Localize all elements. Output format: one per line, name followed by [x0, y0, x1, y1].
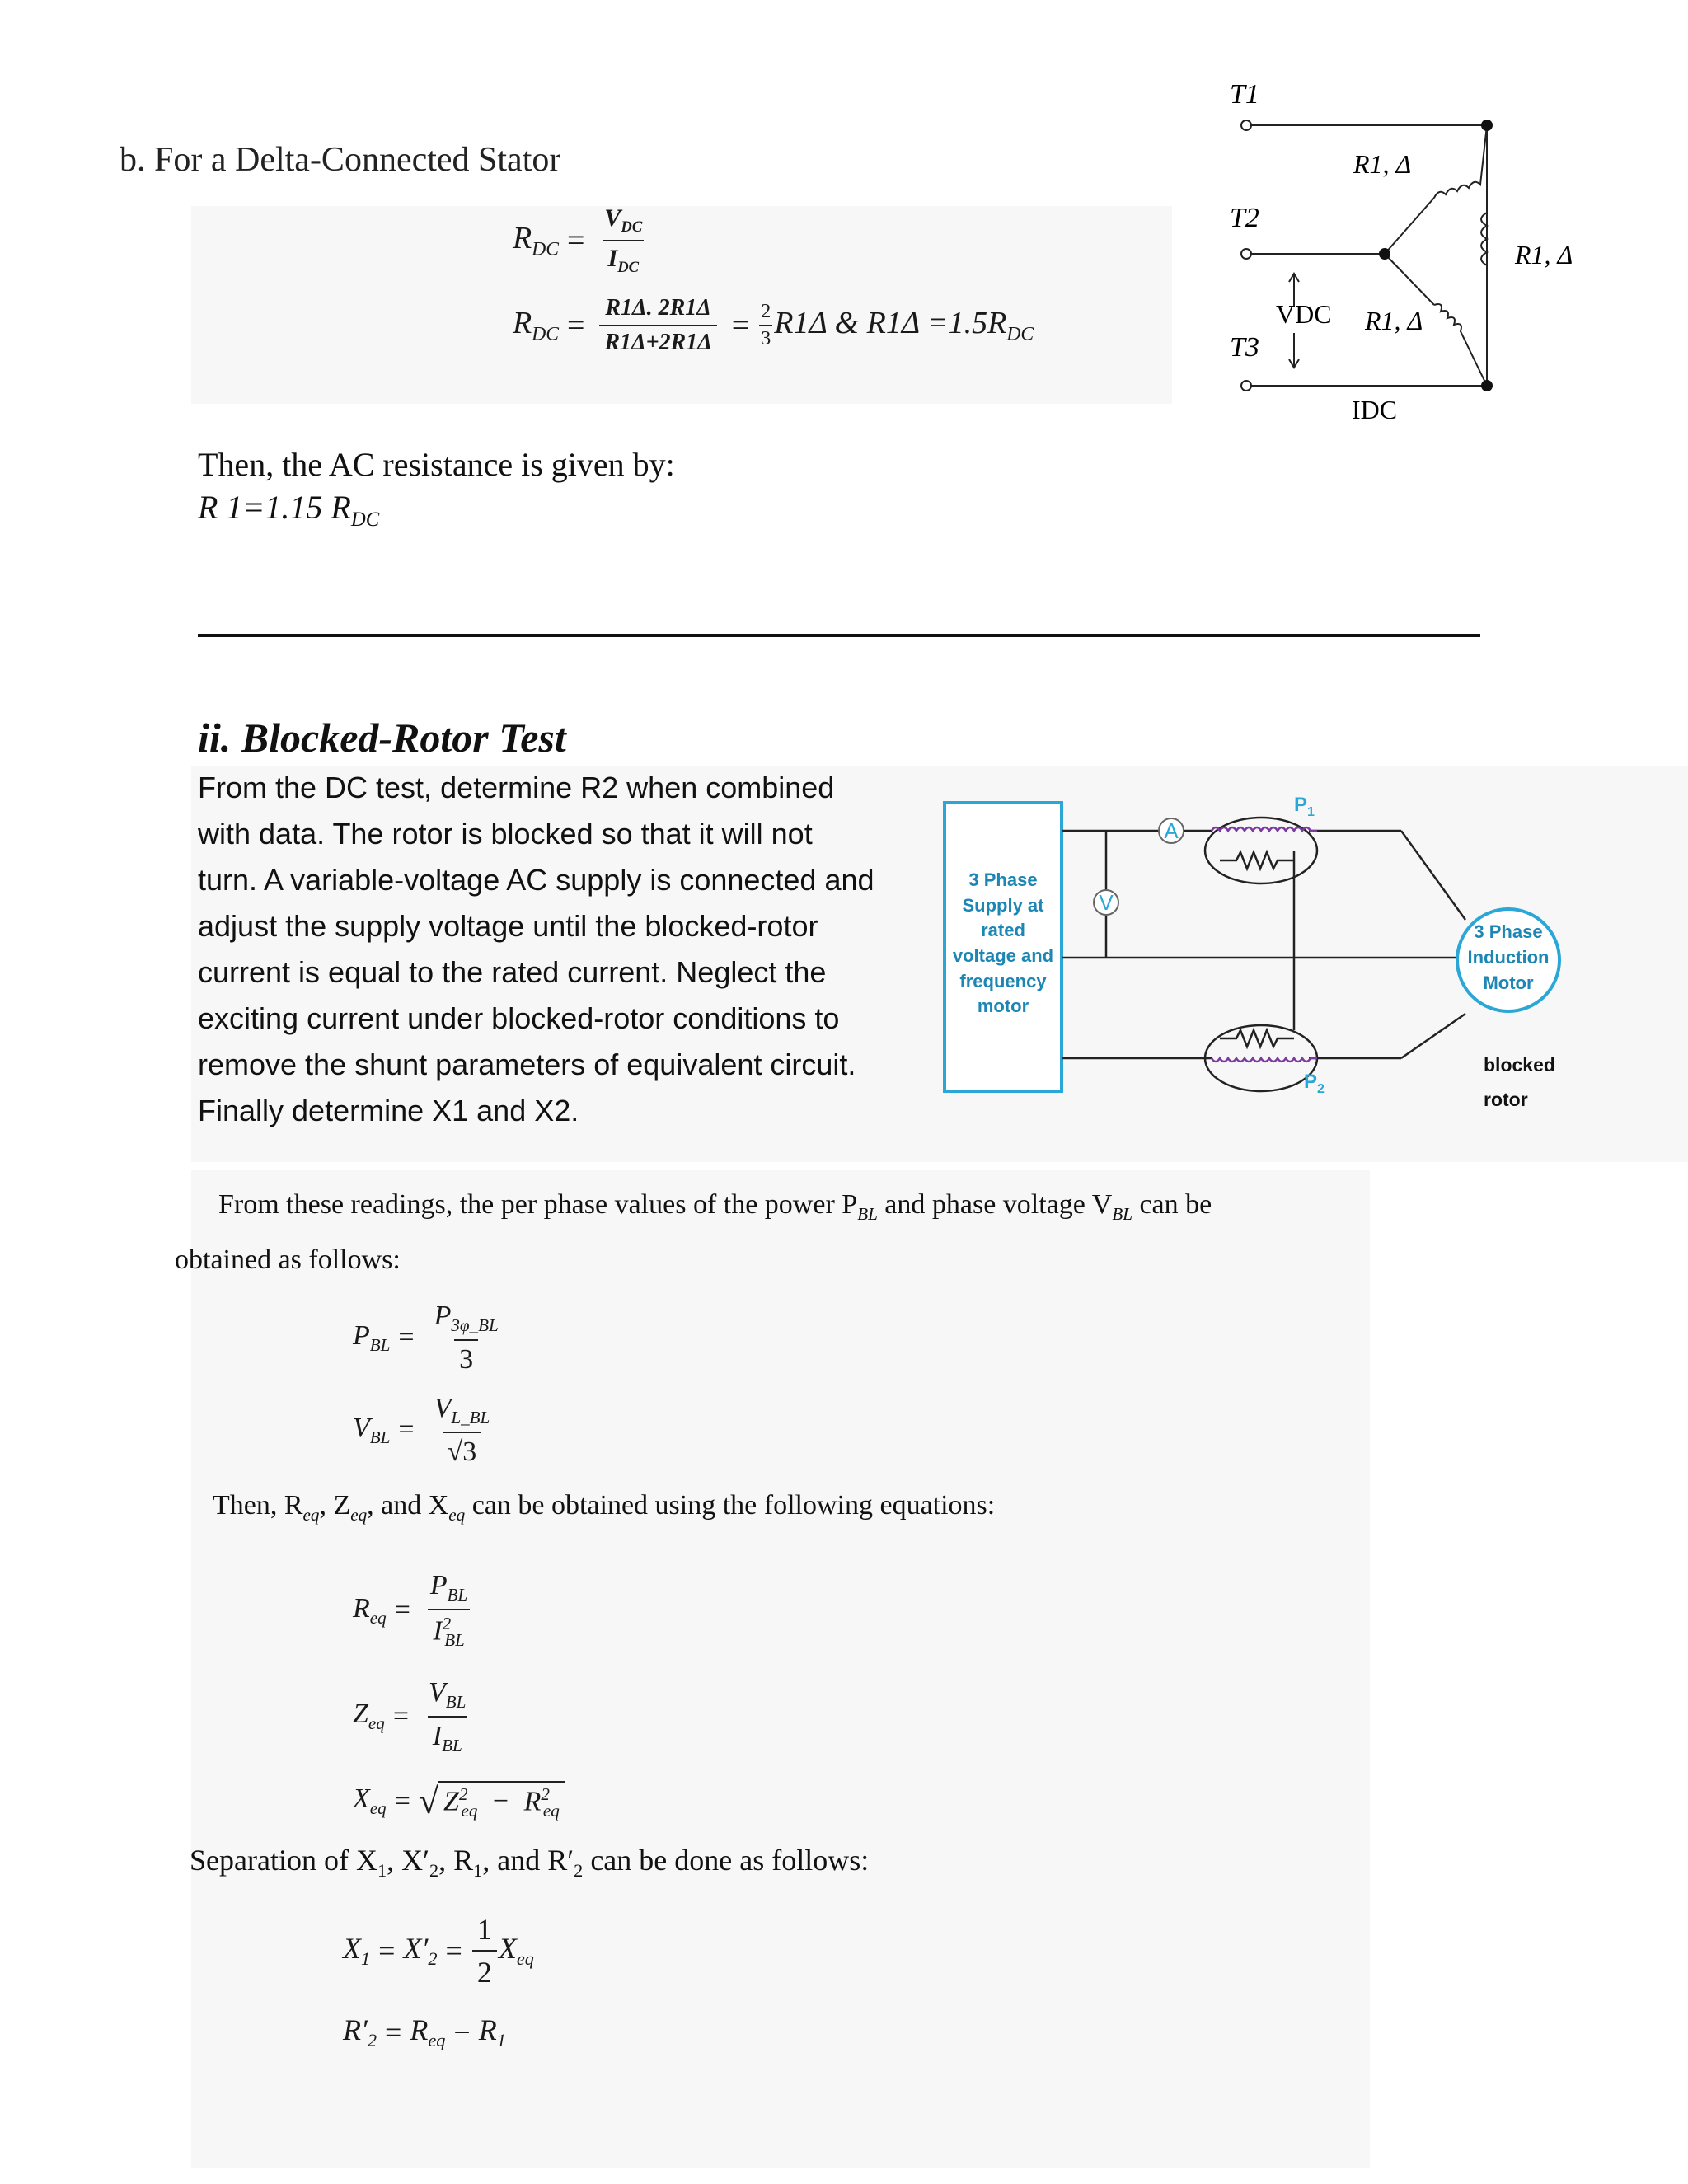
svg-text:Supply at: Supply at	[962, 895, 1044, 916]
ac-resistance-equation: R 1=1.15 $R_{DC}$	[198, 489, 380, 531]
section-divider	[198, 634, 1480, 637]
svg-text:V: V	[1099, 890, 1114, 915]
label-r-top: R1, Δ	[1353, 149, 1412, 179]
label-t1: T1	[1230, 79, 1259, 110]
svg-text:Motor: Motor	[1483, 972, 1534, 993]
delta-node-top	[1481, 120, 1493, 131]
svg-text:3 Phase: 3 Phase	[1474, 921, 1543, 942]
svg-text:rated: rated	[981, 920, 1025, 940]
rdc-equation-2: $R_{DC}$ = $\frac{R1\Delta. 2R1\Delta}{R1\Delta+2R1\Delta}$ = $\frac{2}{3}$ R1Δ & $R1\Delta =1.5R_{DC}$	[513, 295, 1034, 355]
label-t2: T2	[1230, 203, 1259, 233]
readings-line-1: From these readings, the per phase values of the power $P_{BL}$ and phase voltage $V_{BL}$ can be	[218, 1189, 1212, 1224]
svg-text:Induction: Induction	[1467, 947, 1550, 968]
then-equations-text: Then, $R_{eq}$, $Z_{eq}$, and $X_{eq}$ can be obtained using the following equations:	[213, 1490, 996, 1525]
zeq-equation: $Z_{eq}$ = $\frac{V_{BL}}{I_{BL}}$	[353, 1677, 467, 1755]
delta-node-center	[1379, 248, 1390, 260]
delta-stator-diagram	[1187, 66, 1599, 437]
req-equation: $R_{eq}$ = $\frac{P_{BL}}{I^2_{BL}}$	[353, 1570, 479, 1651]
svg-text:3 Phase: 3 Phase	[968, 869, 1038, 890]
label-r-right: R1, Δ	[1515, 240, 1573, 269]
pbl-equation: $P_{BL}$ = $\frac{P_{3\varphi\_BL}}{3}$	[353, 1301, 499, 1375]
p2-label: $P_2$	[1304, 1071, 1325, 1096]
blocked-rotor-paragraph: From the DC test, determine R2 when combined with data. The rotor is blocked so that it will not turn. A variable-voltage AC supply is connected and adjust the supply voltage until the blocked-rotor current is equal to the rated current. Neglect the exciting current under blocked-rotor conditions to remove the shunt parameters of equivalent circuit. Finally determine X1 and X2.	[198, 771, 874, 1127]
r2-equation: $R'_2$ = $R_{eq}$ − $R_1$	[343, 2013, 506, 2051]
p1-label: $P_1$	[1294, 794, 1315, 819]
vbl-equation: $V_{BL}$ = $\frac{V_{L\_BL}}{√3}$	[353, 1393, 490, 1467]
blocked-rotor-heading: ii. Blocked-Rotor Test	[198, 715, 566, 761]
ac-resistance-intro: Then, the AC resistance is given by:	[198, 446, 675, 483]
label-t3: T3	[1230, 332, 1259, 363]
x1-x2-equation: $X_1$ = $X'_2$ = $\frac{1}{2}$ $X_{eq}$	[343, 1913, 534, 1989]
rotor-label: rotor	[1484, 1089, 1528, 1110]
separation-text: Separation of $X_1$, $X'_2$, $R_1$, and $R'_2$ can be done as follows:	[190, 1844, 870, 1882]
section-b-heading: b. For a Delta-Connected Stator	[120, 141, 561, 179]
svg-text:motor: motor	[977, 996, 1029, 1016]
rdc-equation-1: $R_{DC}$ = $\frac{V_{DC}}{I_{DC}}$	[513, 204, 643, 276]
svg-text:frequency: frequency	[959, 971, 1047, 991]
svg-text:voltage and: voltage and	[952, 945, 1054, 966]
xeq-equation: $X_{eq}$ = √ $Z^2_{eq} - R^2_{eq}$	[353, 1780, 565, 1822]
blocked-label: blocked	[1484, 1054, 1555, 1076]
label-r-bottom: R1, Δ	[1365, 306, 1423, 335]
delta-node-bottom	[1481, 380, 1493, 391]
label-vdc: VDC	[1276, 299, 1332, 329]
label-idc: IDC	[1352, 395, 1398, 424]
svg-text:A: A	[1164, 818, 1179, 843]
blocked-rotor-circuit	[931, 775, 1582, 1113]
readings-line-2: obtained as follows:	[175, 1244, 401, 1275]
